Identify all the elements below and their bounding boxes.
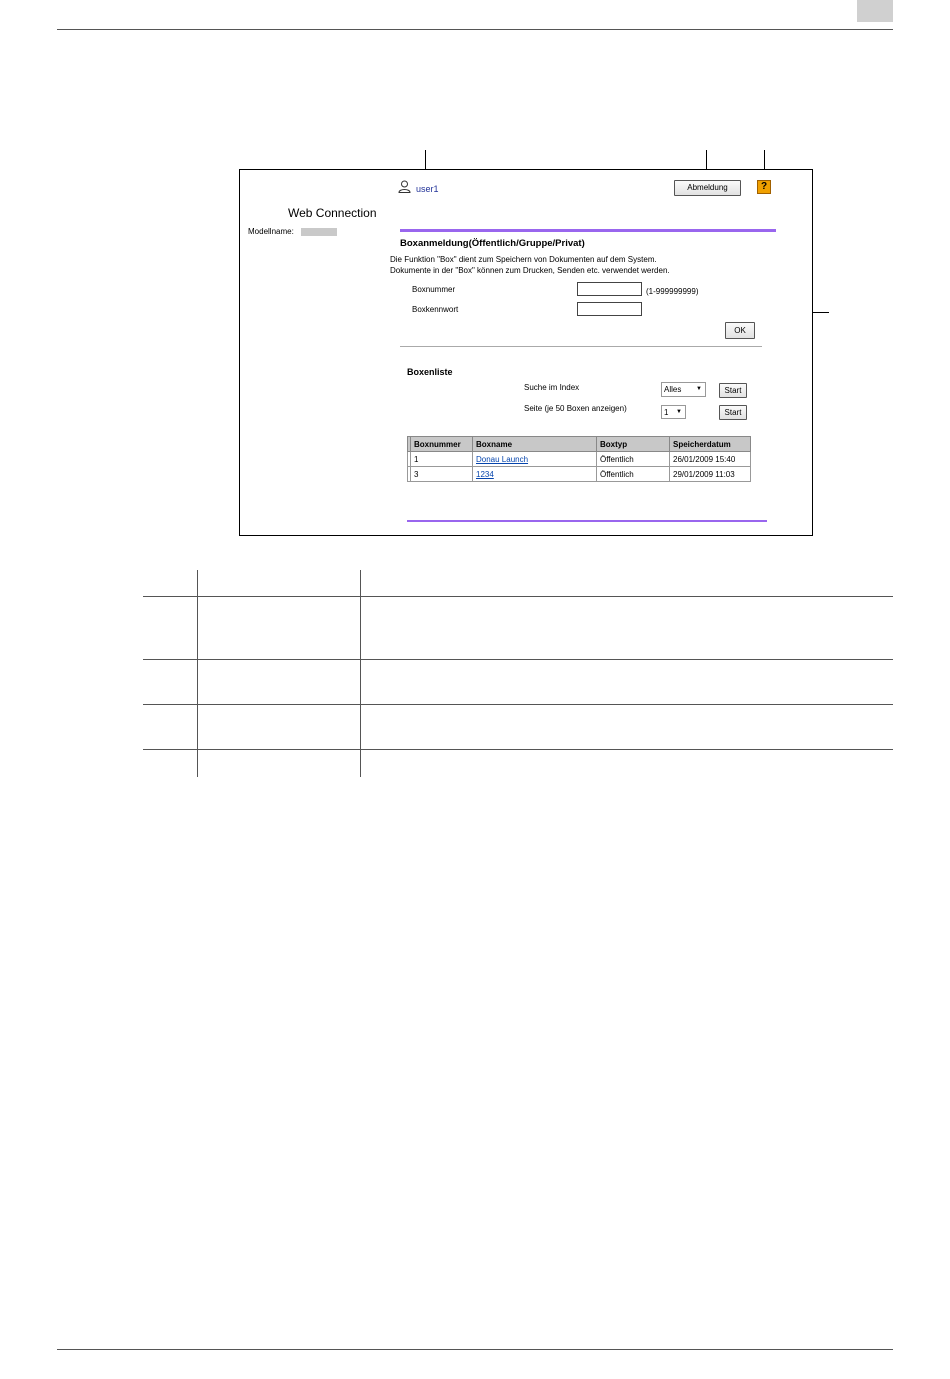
- box-name-link[interactable]: Donau Launch: [476, 454, 529, 464]
- grid-column-rule-2: [360, 570, 361, 777]
- table-header-row: [408, 437, 751, 452]
- box-number-label: Boxnummer: [412, 285, 456, 294]
- table-cell-name: [473, 452, 597, 467]
- grid-rule-4: [143, 749, 893, 750]
- box-name-link[interactable]: 1234: [476, 469, 494, 479]
- table-cell-number: 1: [411, 452, 473, 467]
- page-start-button[interactable]: Start: [719, 405, 747, 420]
- page-select[interactable]: [661, 405, 686, 419]
- box-login-title: Boxanmeldung(Öffentlich/Gruppe/Privat): [400, 238, 585, 249]
- table-cell-date: 26/01/2009 15:40: [670, 452, 751, 467]
- grid-rule-1: [143, 596, 893, 597]
- table-cell-type: Öffentlich: [597, 467, 670, 482]
- index-select-value: Alles: [664, 385, 682, 394]
- bottom-accent-bar: [407, 520, 767, 522]
- ok-button[interactable]: OK: [725, 322, 755, 339]
- index-select[interactable]: [661, 382, 706, 397]
- box-list-title: Boxenliste: [407, 367, 453, 377]
- user-name-link[interactable]: user1: [416, 184, 439, 194]
- page-select-value: 1: [664, 408, 669, 417]
- box-password-input[interactable]: [577, 302, 642, 316]
- chevron-down-icon: ▼: [676, 409, 682, 415]
- table-header-number: Boxnummer: [411, 437, 473, 452]
- help-icon[interactable]: ?: [757, 180, 771, 194]
- table-cell-date: 29/01/2009 11:03: [670, 467, 751, 482]
- header-rule: [57, 29, 893, 30]
- table-cell-type: Öffentlich: [597, 452, 670, 467]
- web-connection-screenshot: [239, 169, 813, 536]
- logout-button[interactable]: Abmeldung: [674, 180, 741, 196]
- model-label: Modellname:: [248, 227, 294, 236]
- table-row: [408, 452, 751, 467]
- table-header-date: Speicherdatum: [670, 437, 751, 452]
- table-row: [408, 467, 751, 482]
- table-header-type: Boxtyp: [597, 437, 670, 452]
- grid-column-rule-1: [197, 570, 198, 777]
- model-name-redacted: [301, 228, 337, 236]
- brand-title: Web Connection: [288, 206, 377, 220]
- page-number-badge: [857, 0, 893, 22]
- footer-rule: [57, 1349, 893, 1350]
- chevron-down-icon: ▼: [696, 386, 702, 392]
- index-label: Suche im Index: [524, 383, 580, 392]
- box-password-label: Boxkennwort: [412, 305, 459, 314]
- user-icon: [398, 180, 411, 193]
- table-header-name: Boxname: [473, 437, 597, 452]
- section-divider: [400, 346, 762, 347]
- table-cell-number: 3: [411, 467, 473, 482]
- grid-rule-2: [143, 659, 893, 660]
- box-number-input[interactable]: [577, 282, 642, 296]
- accent-bar: [400, 229, 776, 232]
- description-line-1: Die Funktion "Box" dient zum Speichern von Dokumenten auf dem System.: [390, 255, 657, 264]
- page-label: Seite (je 50 Boxen anzeigen): [524, 404, 627, 413]
- description-line-2: Dokumente in der "Box" können zum Drucken, Senden etc. verwendet werden.: [390, 266, 670, 275]
- box-table: [407, 436, 751, 482]
- index-start-button[interactable]: Start: [719, 383, 747, 398]
- box-number-range: (1-999999999): [646, 287, 699, 296]
- table-cell-name: [473, 467, 597, 482]
- grid-rule-3: [143, 704, 893, 705]
